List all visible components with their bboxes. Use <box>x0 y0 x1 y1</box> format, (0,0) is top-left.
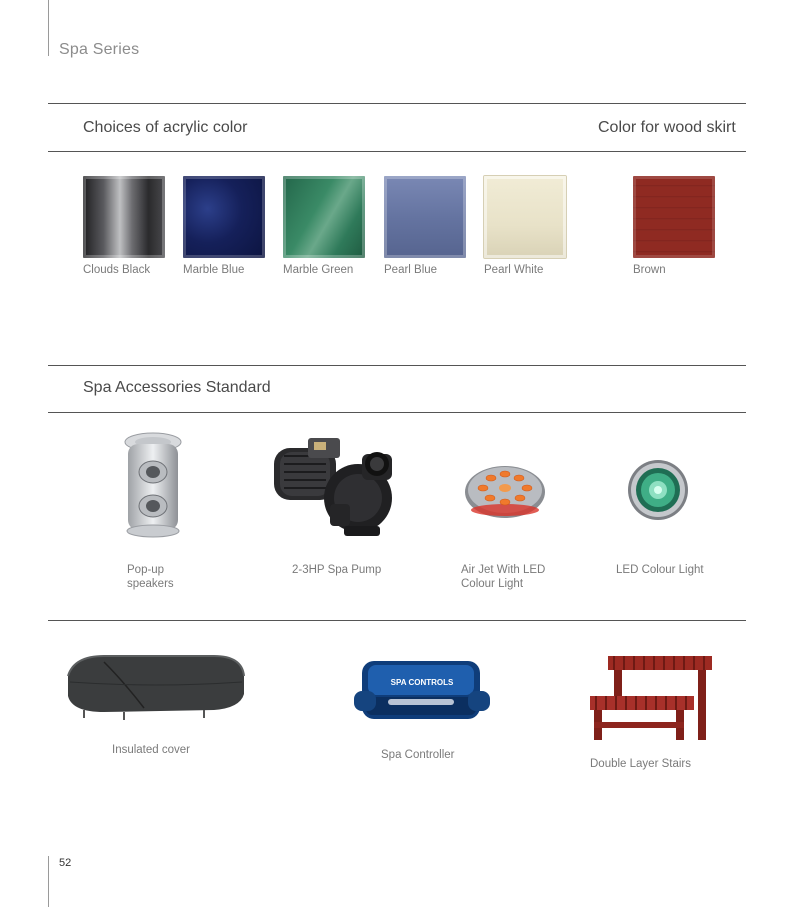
acrylic-color-heading: Choices of acrylic color <box>83 119 248 136</box>
double-stairs-icon <box>588 654 716 744</box>
swatch-marble-blue <box>183 176 265 258</box>
divider <box>48 412 746 413</box>
air-jet-led-icon <box>462 460 548 520</box>
series-title: Spa Series <box>59 41 140 58</box>
led-light-icon <box>626 458 690 522</box>
header-rule <box>48 0 49 56</box>
swatch-brown <box>633 176 715 258</box>
swatch-label: Pearl White <box>484 264 544 276</box>
spa-pump-icon <box>270 434 402 546</box>
accessory-label: Spa Controller <box>381 749 455 761</box>
swatch-label: Marble Green <box>283 264 354 276</box>
accessories-heading: Spa Accessories Standard <box>83 379 271 396</box>
accessory-label: LED Colour Light <box>616 564 704 576</box>
accessory-label: Double Layer Stairs <box>590 758 691 770</box>
swatch-label: Brown <box>633 264 666 276</box>
popup-speaker-icon <box>120 432 186 540</box>
spa-controller-icon <box>352 657 492 727</box>
swatch-label: Clouds Black <box>83 264 151 276</box>
divider <box>48 620 746 621</box>
footer-rule <box>48 856 49 907</box>
page-number: 52 <box>59 857 72 869</box>
insulated-cover-icon <box>64 652 248 722</box>
accessory-label: Air Jet With LED Colour Light <box>461 564 546 590</box>
divider <box>48 151 746 152</box>
controller-brand-text: SPA CONTROLS <box>390 678 454 687</box>
wood-skirt-heading: Color for wood skirt <box>598 119 736 136</box>
divider <box>48 103 746 104</box>
swatch-clouds-black <box>83 176 165 258</box>
swatch-marble-green <box>283 176 365 258</box>
swatch-label: Pearl Blue <box>384 264 438 276</box>
accessory-label: Insulated cover <box>112 744 190 756</box>
accessory-label: 2-3HP Spa Pump <box>292 564 382 576</box>
swatch-pearl-white <box>484 176 566 258</box>
swatch-label: Marble Blue <box>183 264 245 276</box>
swatch-pearl-blue <box>384 176 466 258</box>
accessory-label: Pop-up speakers <box>127 564 174 590</box>
divider <box>48 365 746 366</box>
